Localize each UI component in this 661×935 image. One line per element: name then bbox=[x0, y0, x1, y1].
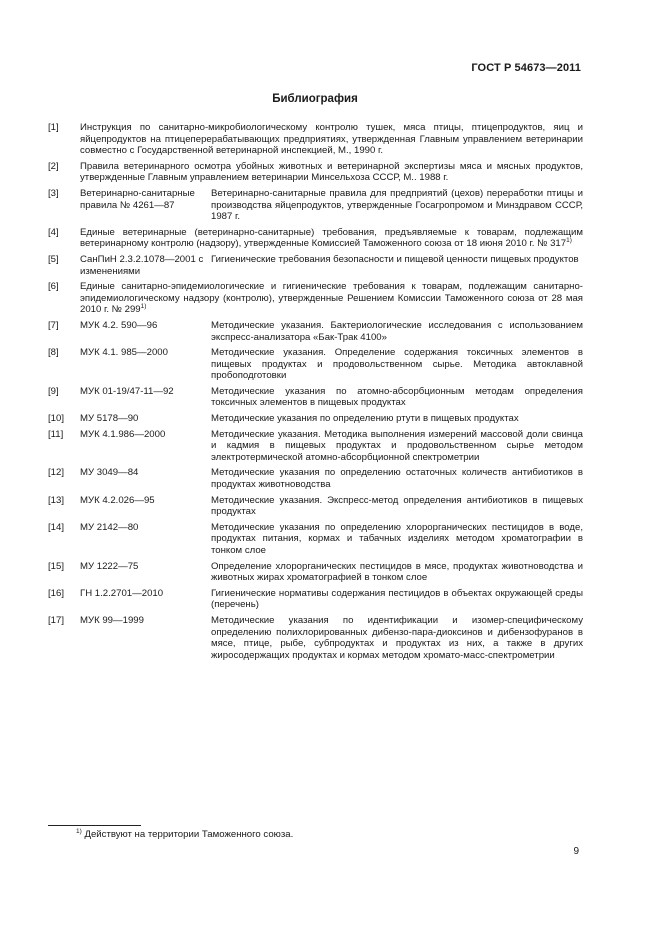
entry-number: [6] bbox=[48, 281, 59, 293]
entry-number: [4] bbox=[48, 226, 59, 238]
bibliography-entry bbox=[48, 281, 583, 316]
entry-number: [14] bbox=[48, 521, 65, 533]
entry-code: ГН 1.2.2701—2010 bbox=[80, 587, 164, 599]
bibliography-entry bbox=[48, 122, 583, 157]
entry-number: [1] bbox=[48, 122, 59, 133]
entry-text: Инструкция по санитарно-микробиологическому контролю тушек, мяса птицы, птицепродуктов, яиц и яйцепродуктов на птицеперерабатывающих предприятиях, утвержденная Главным управлением ветеринарии совместно с Государственной ветеринарной инспекцией, М., 1990 г. bbox=[80, 122, 583, 157]
entry-number: [15] bbox=[48, 560, 65, 572]
document-code: ГОСТ Р 54673—2011 bbox=[471, 62, 581, 74]
entry-description: Методические указания. Методика выполнения измерений массовой доли свинца и кадмия в пищевых продуктах и продовольственном сырье методом электротермической атомно-абсорбционной спектрометрии bbox=[211, 428, 583, 463]
entry-text: Правила ветеринарного осмотра убойных животных и ветеринарной экспертизы мяса и мясных продуктов, утвержденные Главным управлением ветеринарии Минсельхоза СССР, М.. 1988 г. bbox=[80, 160, 583, 184]
bibliography-entry bbox=[48, 347, 583, 382]
entry-code: МУК 4.1.986—2000 bbox=[80, 428, 166, 440]
bibliography-entry bbox=[48, 188, 583, 223]
bibliography-entry bbox=[48, 227, 583, 250]
entry-number: [9] bbox=[48, 385, 59, 397]
bibliography-entry bbox=[48, 254, 583, 277]
footnote-text: Действуют на территории Таможенного союза. bbox=[84, 829, 294, 840]
bibliography-list bbox=[48, 122, 583, 665]
bibliography-entry bbox=[48, 495, 583, 518]
entry-number: [5] bbox=[48, 253, 59, 265]
entry-code: МУ 1222—75 bbox=[80, 560, 139, 572]
entry-number: [16] bbox=[48, 587, 65, 599]
entry-number: [7] bbox=[48, 319, 59, 331]
entry-code: МУ 5178—90 bbox=[80, 413, 139, 425]
entry-number: [2] bbox=[48, 160, 59, 172]
entry-code: Ветеринарно-санитарные правила № 4261—87 bbox=[80, 187, 195, 211]
bibliography-entry bbox=[48, 588, 583, 611]
bibliography-entry bbox=[48, 561, 583, 584]
entry-number: [3] bbox=[48, 187, 59, 199]
footnote-divider bbox=[48, 825, 141, 826]
bibliography-title: Библиография bbox=[272, 93, 358, 105]
entry-number: [8] bbox=[48, 347, 59, 359]
entry-description: Методические указания. Определение содержания токсичных элементов в пищевых продуктах и продовольственном сырье. Методика автоклавной пробоподготовки bbox=[211, 347, 583, 382]
entry-text: Единые ветеринарные (ветеринарно-санитарные) требования, предъявляемые к товарам, подлежащим ветеринарному контролю (надзору), утвержденные Комиссией Таможенного союза от 18 июня 2010 г. № 317 bbox=[80, 226, 583, 250]
entry-description: Гигиенические требования безопасности и пищевой ценности пищевых продуктов bbox=[211, 253, 579, 265]
bibliography-entry bbox=[48, 386, 583, 409]
page-number: 9 bbox=[573, 846, 579, 857]
entry-code: МУК 99—1999 bbox=[80, 614, 144, 626]
entry-description: Методические указания по атомно-абсорбционным методам определения токсичных элементов в пищевых продуктах bbox=[211, 385, 583, 409]
bibliography-entry bbox=[48, 615, 583, 661]
entry-code: МУК 4.1. 985—2000 bbox=[80, 347, 168, 359]
bibliography-entry bbox=[48, 320, 583, 343]
footnote-mark: 1) bbox=[76, 828, 82, 835]
entry-number: [11] bbox=[48, 428, 64, 440]
entry-text-wrap bbox=[80, 227, 583, 250]
entry-description: Методические указания. Экспресс-метод определения антибиотиков в пищевых продуктах bbox=[211, 494, 583, 518]
entry-code: СанПиН 2.3.2.1078—2001 с изменениями bbox=[80, 253, 204, 277]
entry-number: [13] bbox=[48, 494, 65, 506]
footnote-reference: 1) bbox=[566, 237, 572, 245]
entry-code: МУК 01-19/47-11—92 bbox=[80, 385, 174, 397]
entry-description: Методические указания по идентификации и изомер-специфическому определению полихлорированных дибензо-пара-диоксинов и дибензофуранов в мясе, птице, рыбе, субпродуктах и продуктах из них, а также в других жиросодержащих продуктах и кормах методом хромато-масс-спектрометрии bbox=[211, 614, 583, 661]
footnote-reference: 1) bbox=[140, 303, 147, 311]
entry-text-wrap bbox=[80, 281, 583, 316]
bibliography-entry bbox=[48, 522, 583, 557]
entry-text: Единые санитарно-эпидемиологические и гигиенические требования к товарам, подлежащим санитарно-эпидемиологическому надзору (контролю), утвержденные Решением Комиссии Таможенного союза от 28 мая 2010 г. № 299 bbox=[80, 281, 583, 316]
entry-description: Методические указания. Бактериологические исследования с использованием экспресс-анализатора «Бак-Трак 4100» bbox=[211, 319, 583, 343]
entry-number: [10] bbox=[48, 413, 65, 425]
entry-number: [12] bbox=[48, 467, 65, 479]
entry-description: Определение хлорорганических пестицидов в мясе, продуктах животноводства и животных жирах хроматографией в тонком слое bbox=[211, 560, 583, 584]
bibliography-entry bbox=[48, 429, 583, 464]
bibliography-entry bbox=[48, 413, 583, 425]
entry-description: Методические указания по определению остаточных количеств антибиотиков в продуктах животноводства bbox=[211, 467, 583, 491]
entry-code: МУК 4.2.026—95 bbox=[80, 494, 155, 506]
bibliography-entry bbox=[48, 467, 583, 490]
bibliography-entry bbox=[48, 161, 583, 184]
footnote bbox=[76, 829, 293, 841]
entry-code: МУК 4.2. 590—96 bbox=[80, 319, 158, 331]
entry-code: МУ 2142—80 bbox=[80, 521, 139, 533]
entry-description: Гигиенические нормативы содержания пестицидов в объектах окружающей среды (перечень) bbox=[211, 587, 583, 611]
entry-description: Методические указания по определению хлорорганических пестицидов в воде, продуктах питания, кормах и табачных изделиях методом хроматографии в тонком слое bbox=[211, 521, 583, 556]
entry-description: Ветеринарно-санитарные правила для предприятий (цехов) переработки птицы и производства яйцепродуктов, утвержденные Госагропромом и Минздравом СССР, 1987 г. bbox=[211, 187, 583, 223]
entry-description: Методические указания по определению ртути в пищевых продуктах bbox=[211, 413, 519, 425]
entry-code: МУ 3049—84 bbox=[80, 467, 139, 479]
entry-number: [17] bbox=[48, 614, 65, 626]
